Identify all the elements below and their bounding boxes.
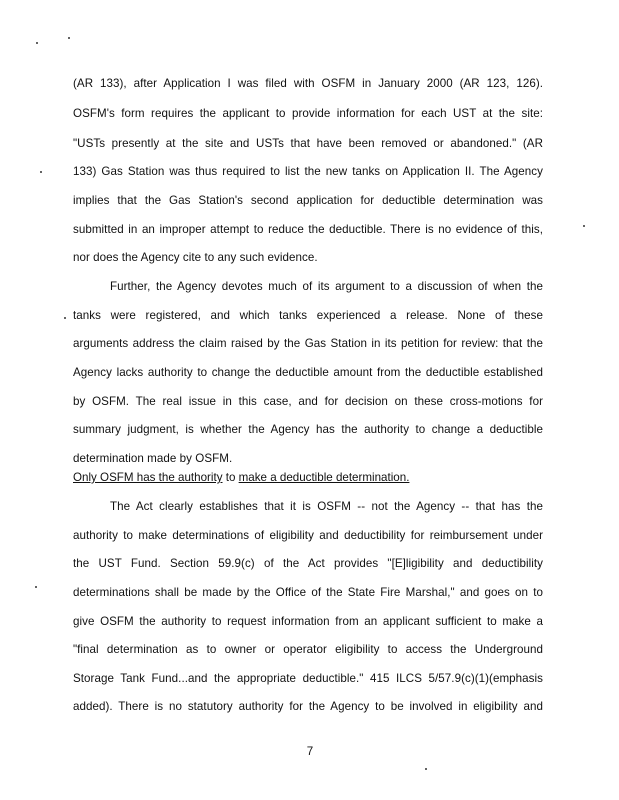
text-line: (AR 133), after Application I was filed with OSFM in January 2000 (AR 123, 126).: [73, 77, 543, 90]
text-line: by OSFM. The real issue in this case, and for decision on these cross-motions for: [73, 395, 543, 408]
text-line: "USTs presently at the site and USTs that have been removed or abandoned." (AR: [73, 137, 543, 150]
scan-speck: [36, 42, 38, 44]
text-line: authority to make determinations of eligibility and deductibility for reimbursement under: [73, 529, 543, 542]
scan-speck: [35, 586, 37, 588]
section-heading: [73, 471, 409, 485]
scan-speck: [64, 317, 66, 319]
text-line: implies that the Gas Station's second application for deductible determination was: [73, 194, 543, 207]
scan-speck: [40, 171, 42, 173]
text-line: OSFM's form requires the applicant to provide information for each UST at the site:: [73, 107, 543, 120]
scan-speck: [583, 225, 585, 227]
text-line: The Act clearly establishes that it is OSFM -- not the Agency -- that has the: [110, 500, 543, 513]
heading-part: Only OSFM has the authority: [73, 471, 223, 484]
scan-speck: [425, 768, 427, 770]
text-line: "final determination as to owner or operator eligibility to access the Underground: [73, 643, 543, 656]
text-line: determinations shall be made by the Office of the State Fire Marshal," and goes on to: [73, 586, 543, 599]
text-line: Agency lacks authority to change the deductible amount from the deductible established: [73, 366, 543, 379]
text-line: submitted in an improper attempt to reduce the deductible. There is no evidence of this,: [73, 223, 543, 236]
heading-part: make a deductible determination.: [238, 471, 410, 484]
text-line: Storage Tank Fund...and the appropriate deductible." 415 ILCS 5/57.9(c)(1)(emphasis: [73, 672, 543, 685]
text-line: added). There is no statutory authority for the Agency to be involved in eligibility and: [73, 700, 543, 713]
text-line: give OSFM the authority to request information from an applicant sufficient to make a: [73, 615, 543, 628]
text-line: the UST Fund. Section 59.9(c) of the Act provides "[E]ligibility and deductibility: [73, 557, 543, 570]
text-line: determination made by OSFM.: [73, 452, 233, 465]
heading-part: to: [222, 471, 239, 484]
text-line: Further, the Agency devotes much of its argument to a discussion of when the: [110, 280, 543, 293]
text-line: 133) Gas Station was thus required to list the new tanks on Application II. The Agency: [73, 165, 543, 178]
text-line: nor does the Agency cite to any such evidence.: [73, 251, 318, 264]
text-line: arguments address the claim raised by the Gas Station in its petition for review: that the: [73, 337, 543, 350]
text-line: summary judgment, is whether the Agency has the authority to change a deductible: [73, 423, 543, 436]
scan-speck: [68, 37, 70, 39]
text-line: tanks were registered, and which tanks experienced a release. None of these: [73, 309, 543, 322]
page-number: 7: [306, 745, 314, 758]
